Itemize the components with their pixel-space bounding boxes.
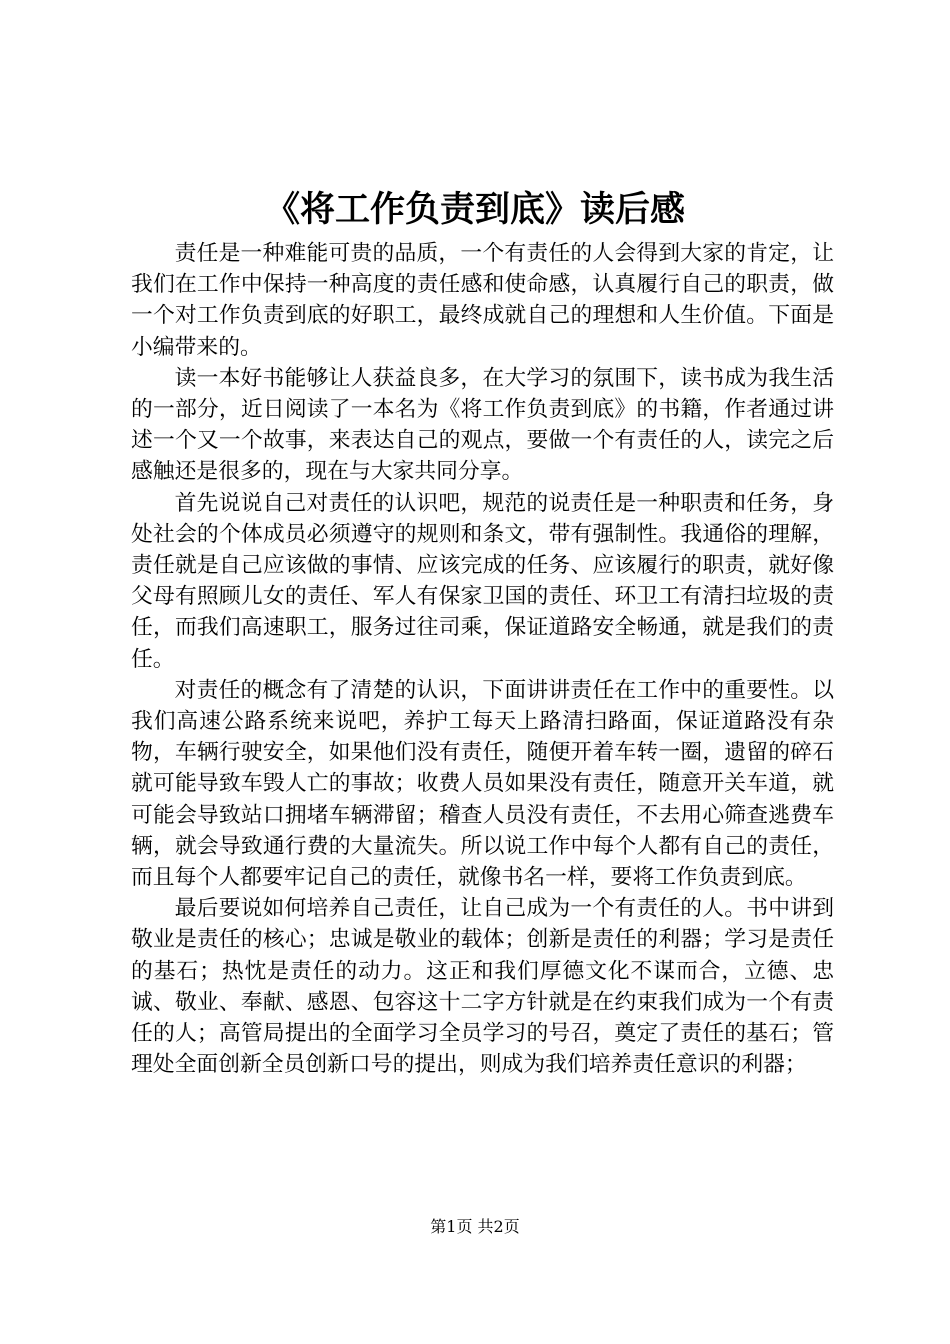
paragraph-4: 对责任的概念有了清楚的认识，下面讲讲责任在工作中的重要性。以我们高速公路系统来说吧，养护工每天上路清扫路面，保证道路没有杂物，车辆行驶安全，如果他们没有责任，随便开着车转一圈，遗留的碎石就可能导致车毁人亡的事故；收费人员如果没有责任，随意开关车道，就可能会导致站口拥堵车辆滞留；稽查人员没有责任，不去用心筛查逃费车辆，就会导致通行费的大量流失。所以说工作中每个人都有自己的责任，而且每个人都要牢记自己的责任，就像书名一样，要将工作负责到底。 bbox=[131, 677, 834, 891]
document-body bbox=[131, 238, 834, 1080]
paragraph-3: 首先说说自己对责任的认识吧，规范的说责任是一种职责和任务，身处社会的个体成员必须遵守的规则和条文，带有强制性。我通俗的理解，责任就是自己应该做的事情、应该完成的任务、应该履行的职责，就好像父母有照顾儿女的责任、军人有保家卫国的责任、环卫工有清扫垃圾的责任，而我们高速职工，服务过往司乘，保证道路安全畅通，就是我们的责任。 bbox=[131, 490, 834, 672]
paragraph-1: 责任是一种难能可贵的品质，一个有责任的人会得到大家的肯定，让我们在工作中保持一种高度的责任感和使命感，认真履行自己的职责，做一个对工作负责到底的好职工，最终成就自己的理想和人生价值。下面是小编带来的。 bbox=[131, 241, 834, 360]
paragraph-2: 读一本好书能够让人获益良多，在大学习的氛围下，读书成为我生活的一部分，近日阅读了一本名为《将工作负责到底》的书籍，作者通过讲述一个又一个故事，来表达自己的观点，要做一个有责任的人，读完之后感触还是很多的，现在与大家共同分享。 bbox=[131, 365, 834, 485]
paragraph-5: 最后要说如何培养自己责任，让自己成为一个有责任的人。书中讲到敬业是责任的核心；忠诚是敬业的载体；创新是责任的利器；学习是责任的基石；热忱是责任的动力。这正和我们厚德文化不谋而合，立德、忠诚、敬业、奉献、感恩、包容这十二字方针就是在约束我们成为一个有责任的人；高管局提出的全面学习全员学习的号召，奠定了责任的基石；管理处全面创新全员创新口号的提出，则成为我们培养责任意识的利器； bbox=[131, 896, 834, 1078]
page-number-footer: 第1页 共2页 bbox=[430, 1217, 520, 1236]
document-title: 《将工作负责到底》读后感 bbox=[264, 189, 685, 230]
